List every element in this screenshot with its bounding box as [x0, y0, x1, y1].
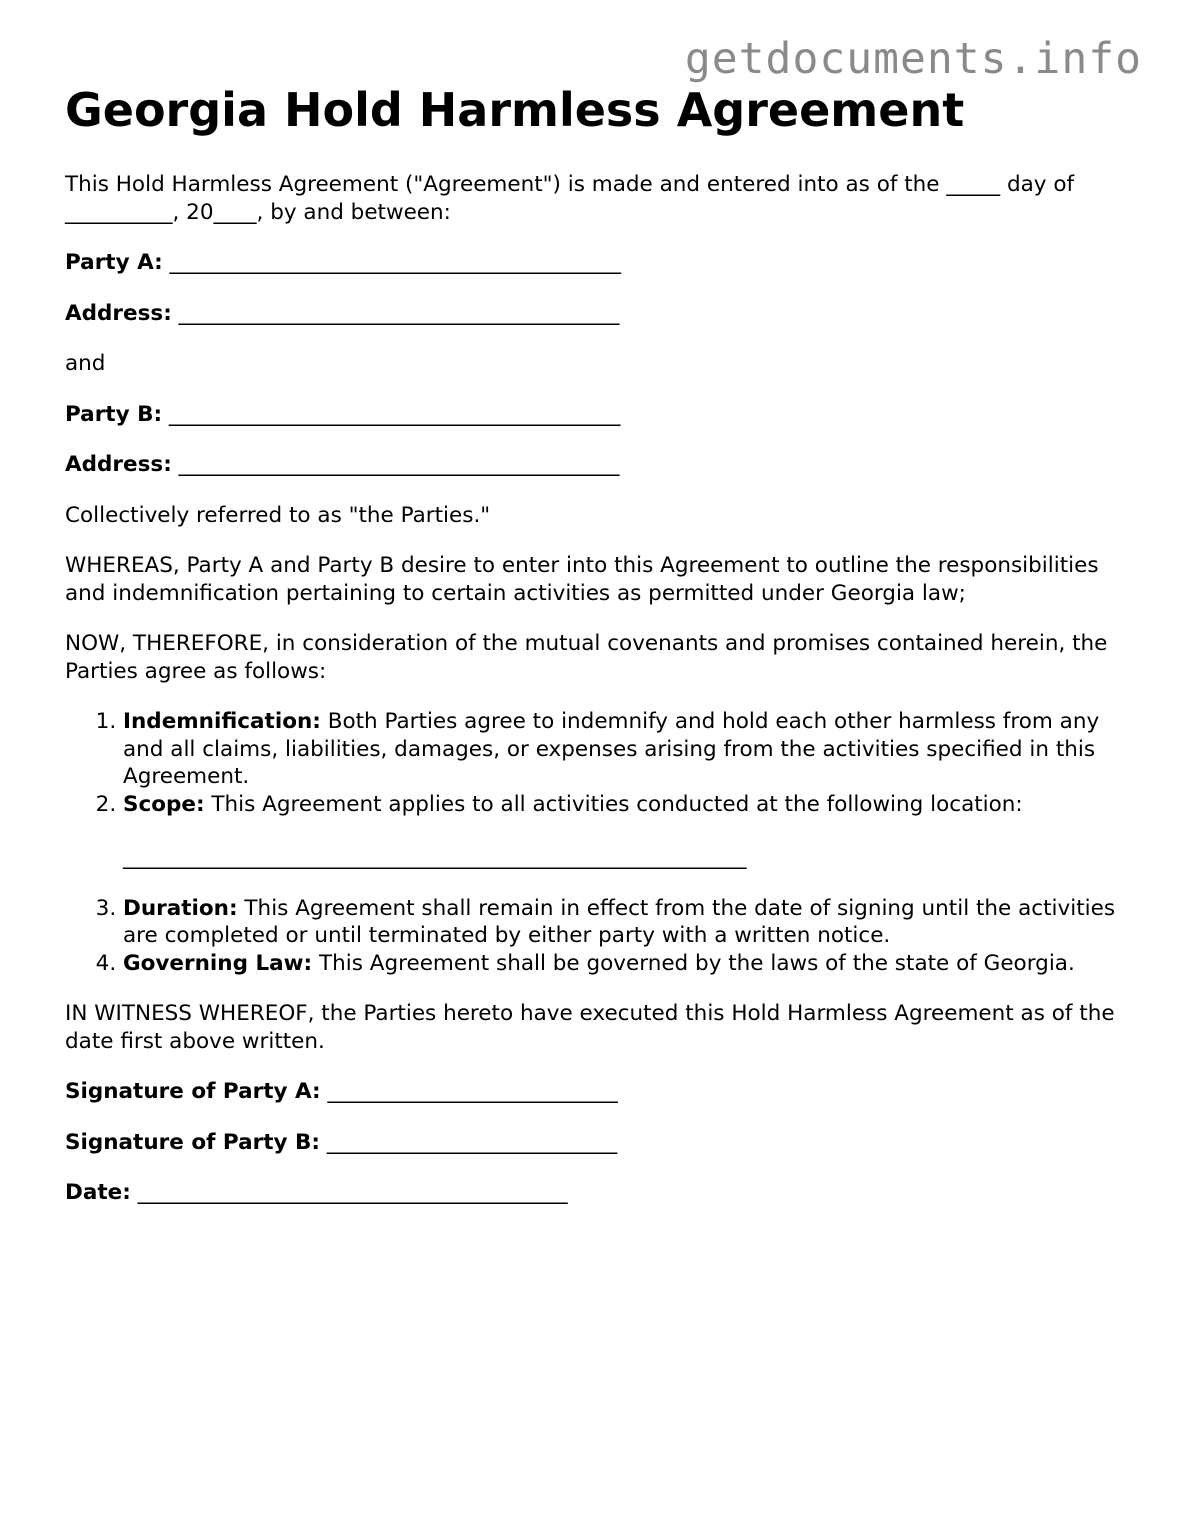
witness-paragraph: IN WITNESS WHEREOF, the Parties hereto have executed this Hold Harmless Agreement as of the date first above written. — [65, 1001, 1115, 1054]
term-duration — [123, 895, 1125, 950]
signature-b-blank: ___________________________ — [319, 1129, 618, 1155]
address-a-line — [65, 300, 1125, 328]
term-text: This Agreement shall be governed by the laws of the state of Georgia. — [312, 950, 1075, 976]
address-a-label: Address: — [65, 300, 172, 326]
term-governing-law — [123, 950, 1125, 978]
term-label: Duration: — [123, 895, 238, 921]
signature-a-blank: ___________________________ — [320, 1079, 618, 1104]
term-label: Indemnification: — [123, 709, 321, 734]
term-text: This Agreement shall remain in effect from the date of signing until the activities are completed or until terminated by either party with a written notice. — [123, 895, 1116, 948]
date-blank: ________________________________________ — [130, 1180, 568, 1205]
signature-a-label: Signature of Party A: — [65, 1079, 321, 1104]
party-b-line — [65, 401, 1125, 429]
document-body — [65, 84, 1125, 1230]
now-therefore-paragraph: NOW, THEREFORE, in consideration of the mutual covenants and promises contained herein, the Parties agree as follows: — [65, 631, 1108, 684]
whereas-paragraph: WHEREAS, Party A and Party B desire to enter into this Agreement to outline the responsibilities and indemnification pertaining to certain activities as permitted under Georgia law; — [65, 553, 1099, 606]
term-label: Scope: — [123, 791, 205, 817]
date-line — [65, 1179, 1125, 1207]
address-b-line — [65, 451, 1125, 479]
collectively-paragraph: Collectively referred to as "the Parties." — [65, 502, 491, 528]
intro-paragraph: This Hold Harmless Agreement ("Agreement") is made and entered into as of the _____ day of __________, 20____, by and between: — [65, 172, 1075, 225]
signature-b-line — [65, 1129, 1125, 1157]
term-text: This Agreement applies to all activities conducted at the following location: — [204, 791, 1023, 817]
party-a-blank: __________________________________________ — [162, 250, 622, 275]
term-text: Both Parties agree to indemnify and hold each other harmless from any and all claims, liabilities, damages, or expenses arising from the activities specified in this Agreement. — [123, 709, 1100, 789]
address-a-blank: _________________________________________ — [171, 300, 620, 326]
watermark: getdocuments.info — [684, 34, 1142, 84]
terms-list — [65, 708, 1125, 977]
location-blank: __________________________________________________________ — [123, 845, 747, 870]
party-b-label: Party B: — [65, 401, 163, 427]
document-title: Georgia Hold Harmless Agreement — [65, 83, 965, 137]
signature-a-line — [65, 1078, 1125, 1106]
address-b-blank: _________________________________________ — [171, 452, 620, 477]
address-b-label: Address: — [65, 452, 172, 477]
term-indemnification — [123, 708, 1125, 791]
signature-b-label: Signature of Party B: — [65, 1129, 320, 1155]
party-a-label: Party A: — [65, 250, 163, 275]
party-b-blank: __________________________________________ — [162, 401, 621, 427]
party-a-line — [65, 249, 1125, 277]
date-label: Date: — [65, 1180, 131, 1205]
and-text: and — [65, 351, 106, 376]
term-scope — [123, 791, 1125, 872]
term-label: Governing Law: — [123, 950, 313, 976]
